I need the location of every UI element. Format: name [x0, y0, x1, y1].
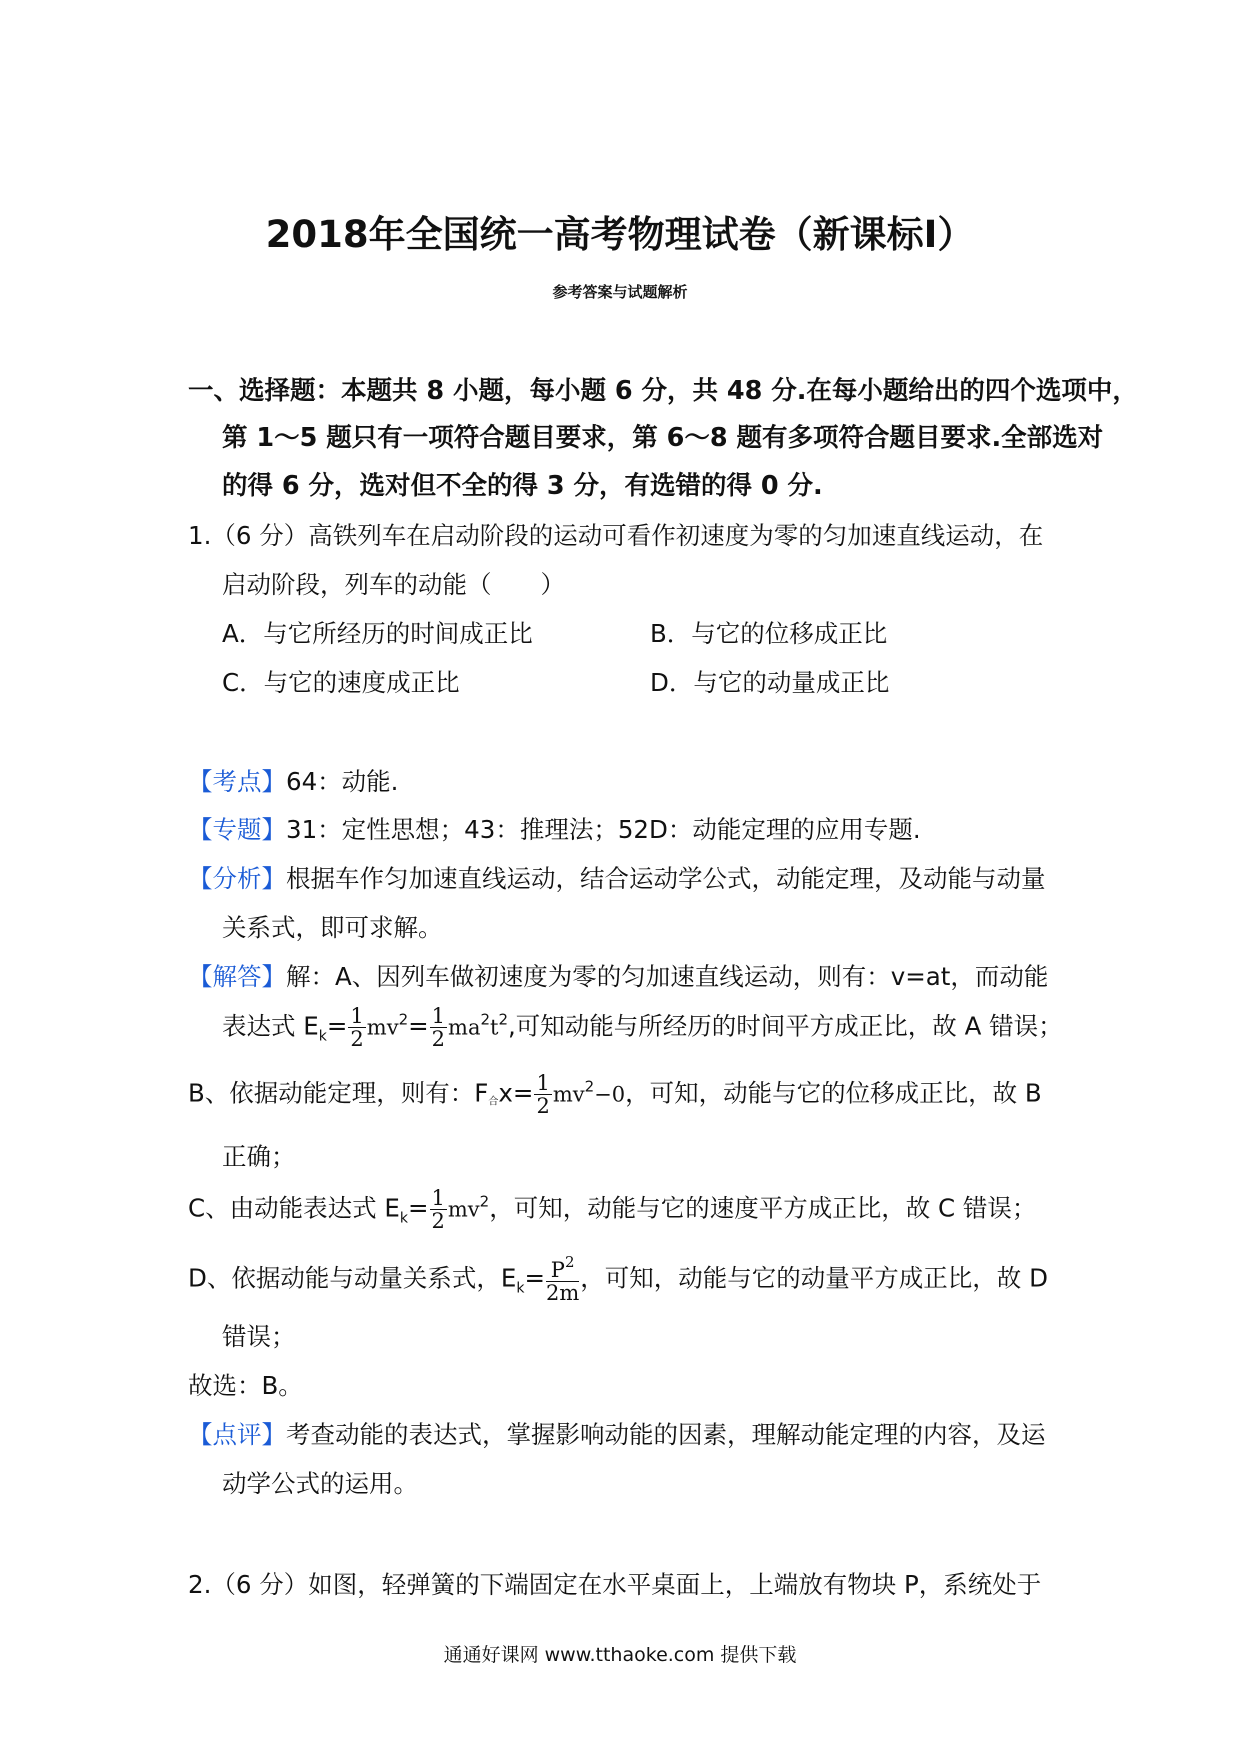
- question-2-line-1: 2.（6 分）如图，轻弹簧的下端固定在水平桌面上，上端放有物块 P，系统处于: [188, 1570, 1042, 1599]
- jieda-text: 解：A、因列车做初速度为零的匀加速直线运动，则有：v=at，而动能: [286, 962, 1049, 991]
- section-heading-line-3: 的得 6 分，选对但不全的得 3 分，有选错的得 0 分.: [222, 471, 823, 501]
- dianping-line-1: [188, 1420, 1046, 1449]
- page-title: 2018年全国统一高考物理试卷（新课标Ⅰ）: [265, 213, 975, 256]
- formula-t: t: [490, 1015, 499, 1040]
- question-1-line-1: 1.（6 分）高铁列车在启动阶段的运动可看作初速度为零的匀加速直线运动，在: [188, 521, 1044, 550]
- section-heading-line-1: 一、选择题：本题共 8 小题，每小题 6 分，共 48 分.在每小题给出的四个选项中，: [188, 376, 1138, 406]
- formula-c-prefix: C、由动能表达式 E: [188, 1193, 400, 1223]
- formula-a-eq: =: [326, 1011, 348, 1041]
- dianping-line-2: 动学公式的运用。: [222, 1469, 418, 1498]
- jieda-line-1: [188, 962, 1049, 991]
- fraction-half: $\frac{1}{2}$: [350, 1004, 364, 1052]
- kaodian-tag: 【考点】: [188, 767, 286, 796]
- option-d: D．与它的动量成正比: [650, 668, 890, 697]
- dianping-text: 考查动能的表达式，掌握影响动能的因素，理解动能定理的内容，及运: [286, 1420, 1046, 1449]
- fraction-half-3: $\frac{1}{2}$: [536, 1071, 550, 1119]
- jieda-formula-d: D、依据动能与动量关系式，$E_k=$ $\frac{P^2}{2m}$ ，可知，动能与它的动量平方成正比，故 D: [188, 1253, 1048, 1306]
- formula-d-suffix: ，可知，动能与它的动量平方成正比，故 D: [580, 1263, 1048, 1293]
- formula-d-prefix: D、依据动能与动量关系式，E: [188, 1263, 517, 1293]
- option-a: A．与它所经历的时间成正比: [222, 619, 533, 648]
- jieda-d-line-2: 错误；: [222, 1322, 296, 1351]
- page-footer: 通通好课网 www.tthaoke.com 提供下载: [443, 1644, 797, 1666]
- question-1-line-2: 启动阶段，列车的动能（ ）: [222, 570, 565, 599]
- formula-mv: mv: [366, 1015, 399, 1040]
- fenxi-line-2: 关系式，即可求解。: [222, 913, 443, 942]
- page-subtitle: 参考答案与试题解析: [552, 283, 688, 301]
- option-c: C．与它的速度成正比: [222, 668, 460, 697]
- guxuan-line: 故选：B。: [188, 1371, 303, 1400]
- formula-a-suffix: ,可知动能与所经历的时间平方成正比，故 A 错误；: [508, 1011, 1063, 1041]
- section-heading-line-2: 第 1～5 题只有一项符合题目要求，第 6～8 题有多项符合题目要求.全部选对: [222, 423, 1104, 453]
- kaodian-text: 64：动能.: [286, 767, 399, 796]
- zhuanti-tag: 【专题】: [188, 815, 286, 844]
- jieda-formula-b: B、依据动能定理，则有：F合x= $\frac{1}{2}$ $mv^2-0$，可知，动能与它的位移成正比，故 B: [188, 1071, 1042, 1119]
- formula-b-suffix: ，可知，动能与它的位移成正比，故 B: [625, 1078, 1042, 1108]
- jieda-formula-a: 表达式 $E_k=$ $\frac{1}{2}$ $mv^2=$ $\frac{1}{2}$ $ma^2t^2$,可知动能与所经历的时间平方成正比，故 A 错误；: [222, 1004, 1063, 1052]
- fenxi-text: 根据车作匀加速直线运动，结合运动学公式，动能定理，及动能与动量: [286, 864, 1046, 893]
- jieda-b-line-2: 正确；: [222, 1142, 296, 1171]
- zhuanti-line: [188, 815, 921, 844]
- formula-a-prefix: 表达式 E: [222, 1011, 319, 1041]
- kaodian-line: [188, 767, 399, 796]
- formula-a-eq2: =: [408, 1011, 429, 1041]
- formula-c-suffix: ，可知，动能与它的速度平方成正比，故 C 错误；: [489, 1193, 1037, 1223]
- formula-a-sub: k: [318, 1028, 327, 1045]
- formula-ma: ma: [448, 1015, 481, 1040]
- dianping-tag: 【点评】: [188, 1420, 286, 1449]
- fraction-half-4: $\frac{1}{2}$: [431, 1186, 445, 1234]
- fenxi-tag: 【分析】: [188, 864, 286, 893]
- formula-b-minus0: −0: [594, 1082, 626, 1107]
- formula-b-sub: 合: [488, 1096, 499, 1108]
- formula-sq: 2: [398, 1010, 409, 1029]
- jieda-formula-c: C、由动能表达式 $E_k=$ $\frac{1}{2}$ $mv^2$，可知，动能与它的速度平方成正比，故 C 错误；: [188, 1186, 1037, 1234]
- formula-b-prefix: B、依据动能定理，则有：F: [188, 1078, 489, 1108]
- fraction-half-2: $\frac{1}{2}$: [431, 1004, 446, 1052]
- option-b: B．与它的位移成正比: [650, 619, 888, 648]
- jieda-tag: 【解答】: [188, 962, 286, 991]
- zhuanti-text: 31：定性思想；43：推理法；52D：动能定理的应用专题.: [286, 815, 921, 844]
- fraction-p2-2m: $\frac{P^2}{2m}$: [546, 1253, 580, 1306]
- fenxi-line-1: [188, 864, 1046, 893]
- formula-b-x: x=: [498, 1078, 534, 1108]
